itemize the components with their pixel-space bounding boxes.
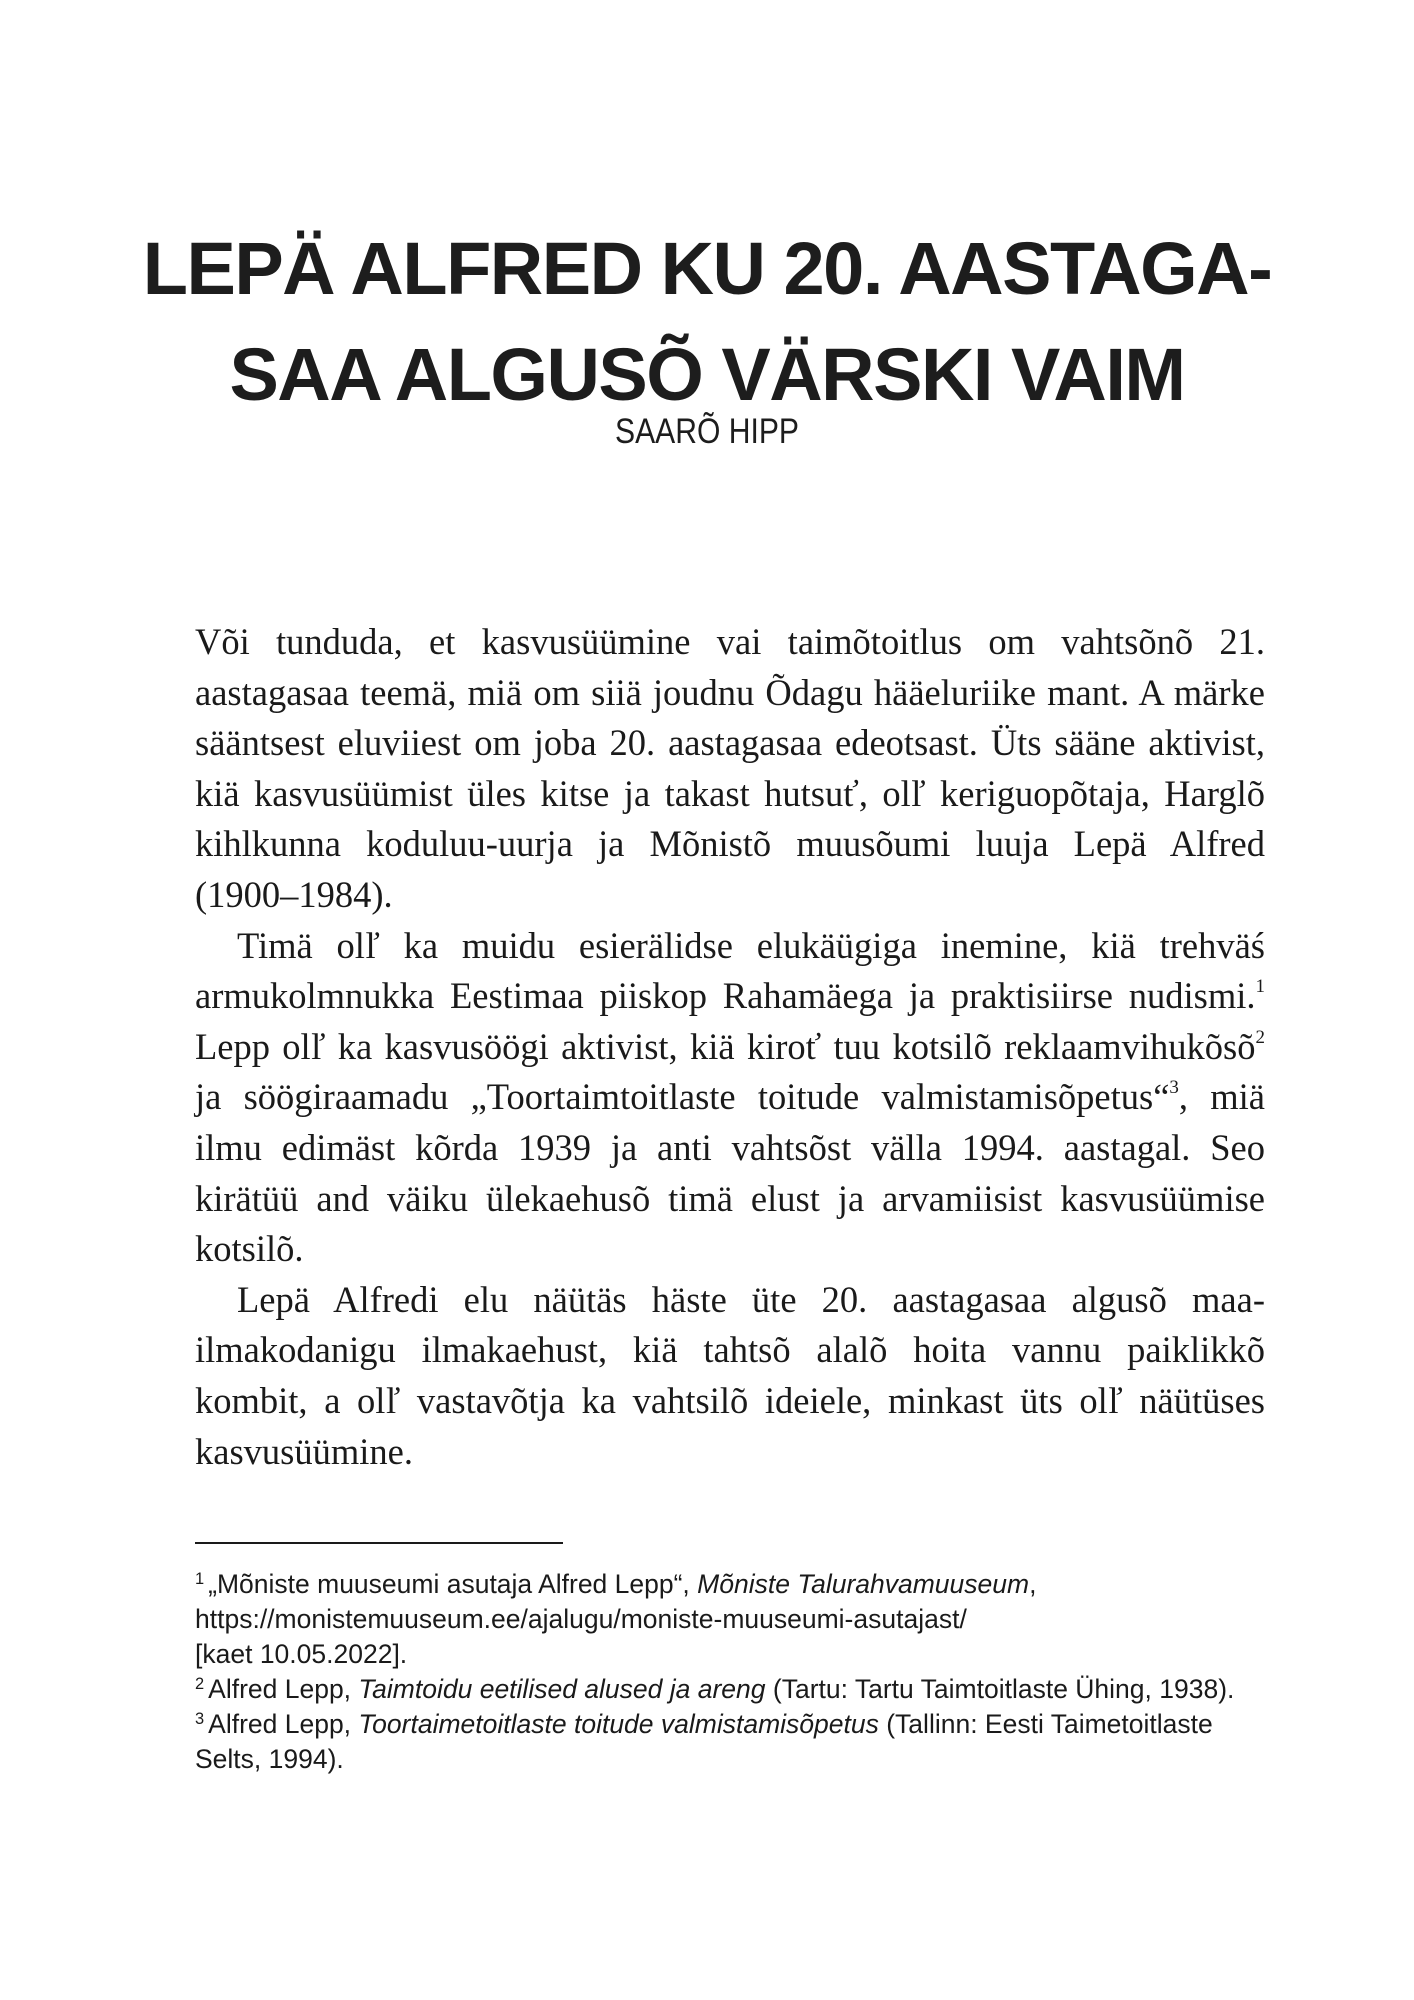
footnote-number: 2: [195, 1674, 205, 1693]
footnote-number: 3: [195, 1709, 205, 1728]
paragraph-2: [195, 921, 1265, 1275]
footnote-divider: [195, 1542, 563, 1544]
title-line-2: SAA ALGUSÕ VÄRSKI VAIM: [229, 332, 1185, 416]
footnote-number: 1: [195, 1569, 205, 1588]
footnote-text: (Tartu: Tartu Taimtoitlaste Ühing, 1938).: [765, 1674, 1235, 1704]
footnote-source-title: Mõniste Talurahvamuuseum: [697, 1569, 1030, 1599]
footnote-url-link[interactable]: https://monistemuuseum.ee/ajalugu/moniste-muuseumi-asutajast/: [195, 1604, 967, 1634]
footnote-2: [195, 1672, 1265, 1707]
footnote-text: ,: [1029, 1569, 1037, 1599]
paragraph-2-part-b: Lepp olľ ka kasvusöögi aktivist, kiä kiroť tuu kotsilõ reklaamvihukõsõ: [195, 1025, 1256, 1067]
paragraph-3: Lepä Alfredi elu näütäs häste üte 20. aastagasaa algusõ maailmakodanigu ilmakaehust, kiä tahtsõ alalõ hoita vannu paiklikkõ kombit, a olľ vastavõtja ka vahtsilõ ideiele, minkast üts olľ näütüses kasvusüümine.: [195, 1278, 1265, 1472]
footnote-access-date: [kaet 10.05.2022].: [195, 1639, 408, 1669]
author-name: SAARÕ HIPP: [614, 412, 799, 451]
footnote-text: Alfred Lepp,: [208, 1674, 359, 1704]
footnotes: [195, 1567, 1265, 1777]
footnote-1: [195, 1567, 1265, 1672]
footnote-text: Alfred Lepp,: [208, 1709, 359, 1739]
footnote-text: (Tallinn: Eesti Taimetoitlaste Selts, 1994).: [195, 1709, 1213, 1774]
footnote-source-title: Toortaimetoitlaste toitude valmistamisõpetus: [358, 1709, 879, 1739]
footnote-source-title: Taimtoidu eetilised alused ja areng: [358, 1674, 766, 1704]
footnote-3: [195, 1707, 1265, 1777]
paragraph-1: Või tunduda, et kasvusüümine vai taimõtoitlus om vahtsõnõ 21. aastagasaa teemä, miä om siiä joudnu Õdagu hääeluriike mant. A märke sääntsest eluviiest om joba 20. aastagasaa edeotsast. Üts sääne aktivist, kiä kasvusüümist üles kitse ja takast hutsuť, olľ keriguopõtaja, Harglõ kihlkunna koduluu-uurja ja Mõnistõ muusõumi luuja Lepä Alfred (1900–1984).: [195, 621, 1265, 915]
paragraph-2-part-d: , miä ilmu edimäst kõrda 1939 ja anti vahtsõst välla 1994. aastagal. Seo kirätüü and väiku ülekaehusõ timä elust ja arvamiisist kasvusüümise kotsilõ.: [195, 1076, 1265, 1270]
footnote-text: „Mõniste muuseumi asutaja Alfred Lepp“,: [208, 1569, 698, 1599]
footnote-ref-3[interactable]: 3: [1169, 1077, 1179, 1099]
paragraph-2-part-a: Timä olľ ka muidu esierälidse elukäügiga inemine, kiä trehväś armukolmnukka Eestimaa piiskop Rahamäega ja praktisiirse nudismi.: [195, 924, 1265, 1017]
footnote-ref-1[interactable]: 1: [1255, 976, 1265, 998]
article-body: [195, 617, 1265, 1477]
title-line-1: LEPÄ ALFRED KU 20. AASTAGA-: [142, 226, 1272, 310]
article-title: [100, 216, 1314, 428]
paragraph-2-part-c: ja söögiraamadu „Toortaimtoitlaste toitude valmistamisõpetus“: [195, 1076, 1170, 1118]
footnote-ref-2[interactable]: 2: [1255, 1026, 1265, 1048]
